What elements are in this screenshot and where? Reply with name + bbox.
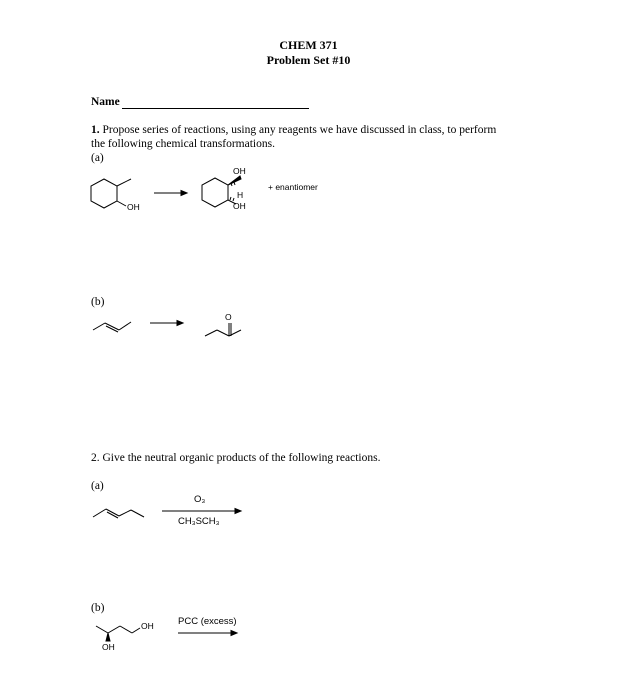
q2a-label: (a) [91,480,104,492]
q2b-oh-bottom: OH [102,642,115,652]
q1b-product-o: O [225,312,232,322]
q2a-reagent-ozone: O₃ [194,494,206,505]
name-label: Name [91,96,120,108]
problem-set-title: Problem Set #10 [266,53,351,67]
q1a-start-oh: OH [127,202,140,212]
q1a-product-h: H [237,190,244,200]
q1a-enantiomer-note: + enantiomer [268,182,318,192]
q2a-reagent-dms: CH₃SCH₃ [178,516,220,527]
q1-number: 1. [91,124,100,136]
q2b-label: (b) [91,602,105,614]
course-title: CHEM 371 [279,38,338,52]
q1a-product-oh-top: OH [233,166,246,176]
q1-prompt-line2: the following chemical transformations. [91,138,275,150]
q1-prompt-line1: 1. Propose series of reactions, using any reagents we have discussed in class, to perform [91,124,497,136]
q1a-label: (a) [91,152,104,164]
q2b-oh-right: OH [141,621,154,631]
q1a-product-oh-bottom: OH [233,201,246,211]
q2-prompt: 2. Give the neutral organic products of the following reactions. [91,452,381,464]
q2b-reagent-pcc: PCC (excess) [178,616,237,627]
q1b-label: (b) [91,296,105,308]
